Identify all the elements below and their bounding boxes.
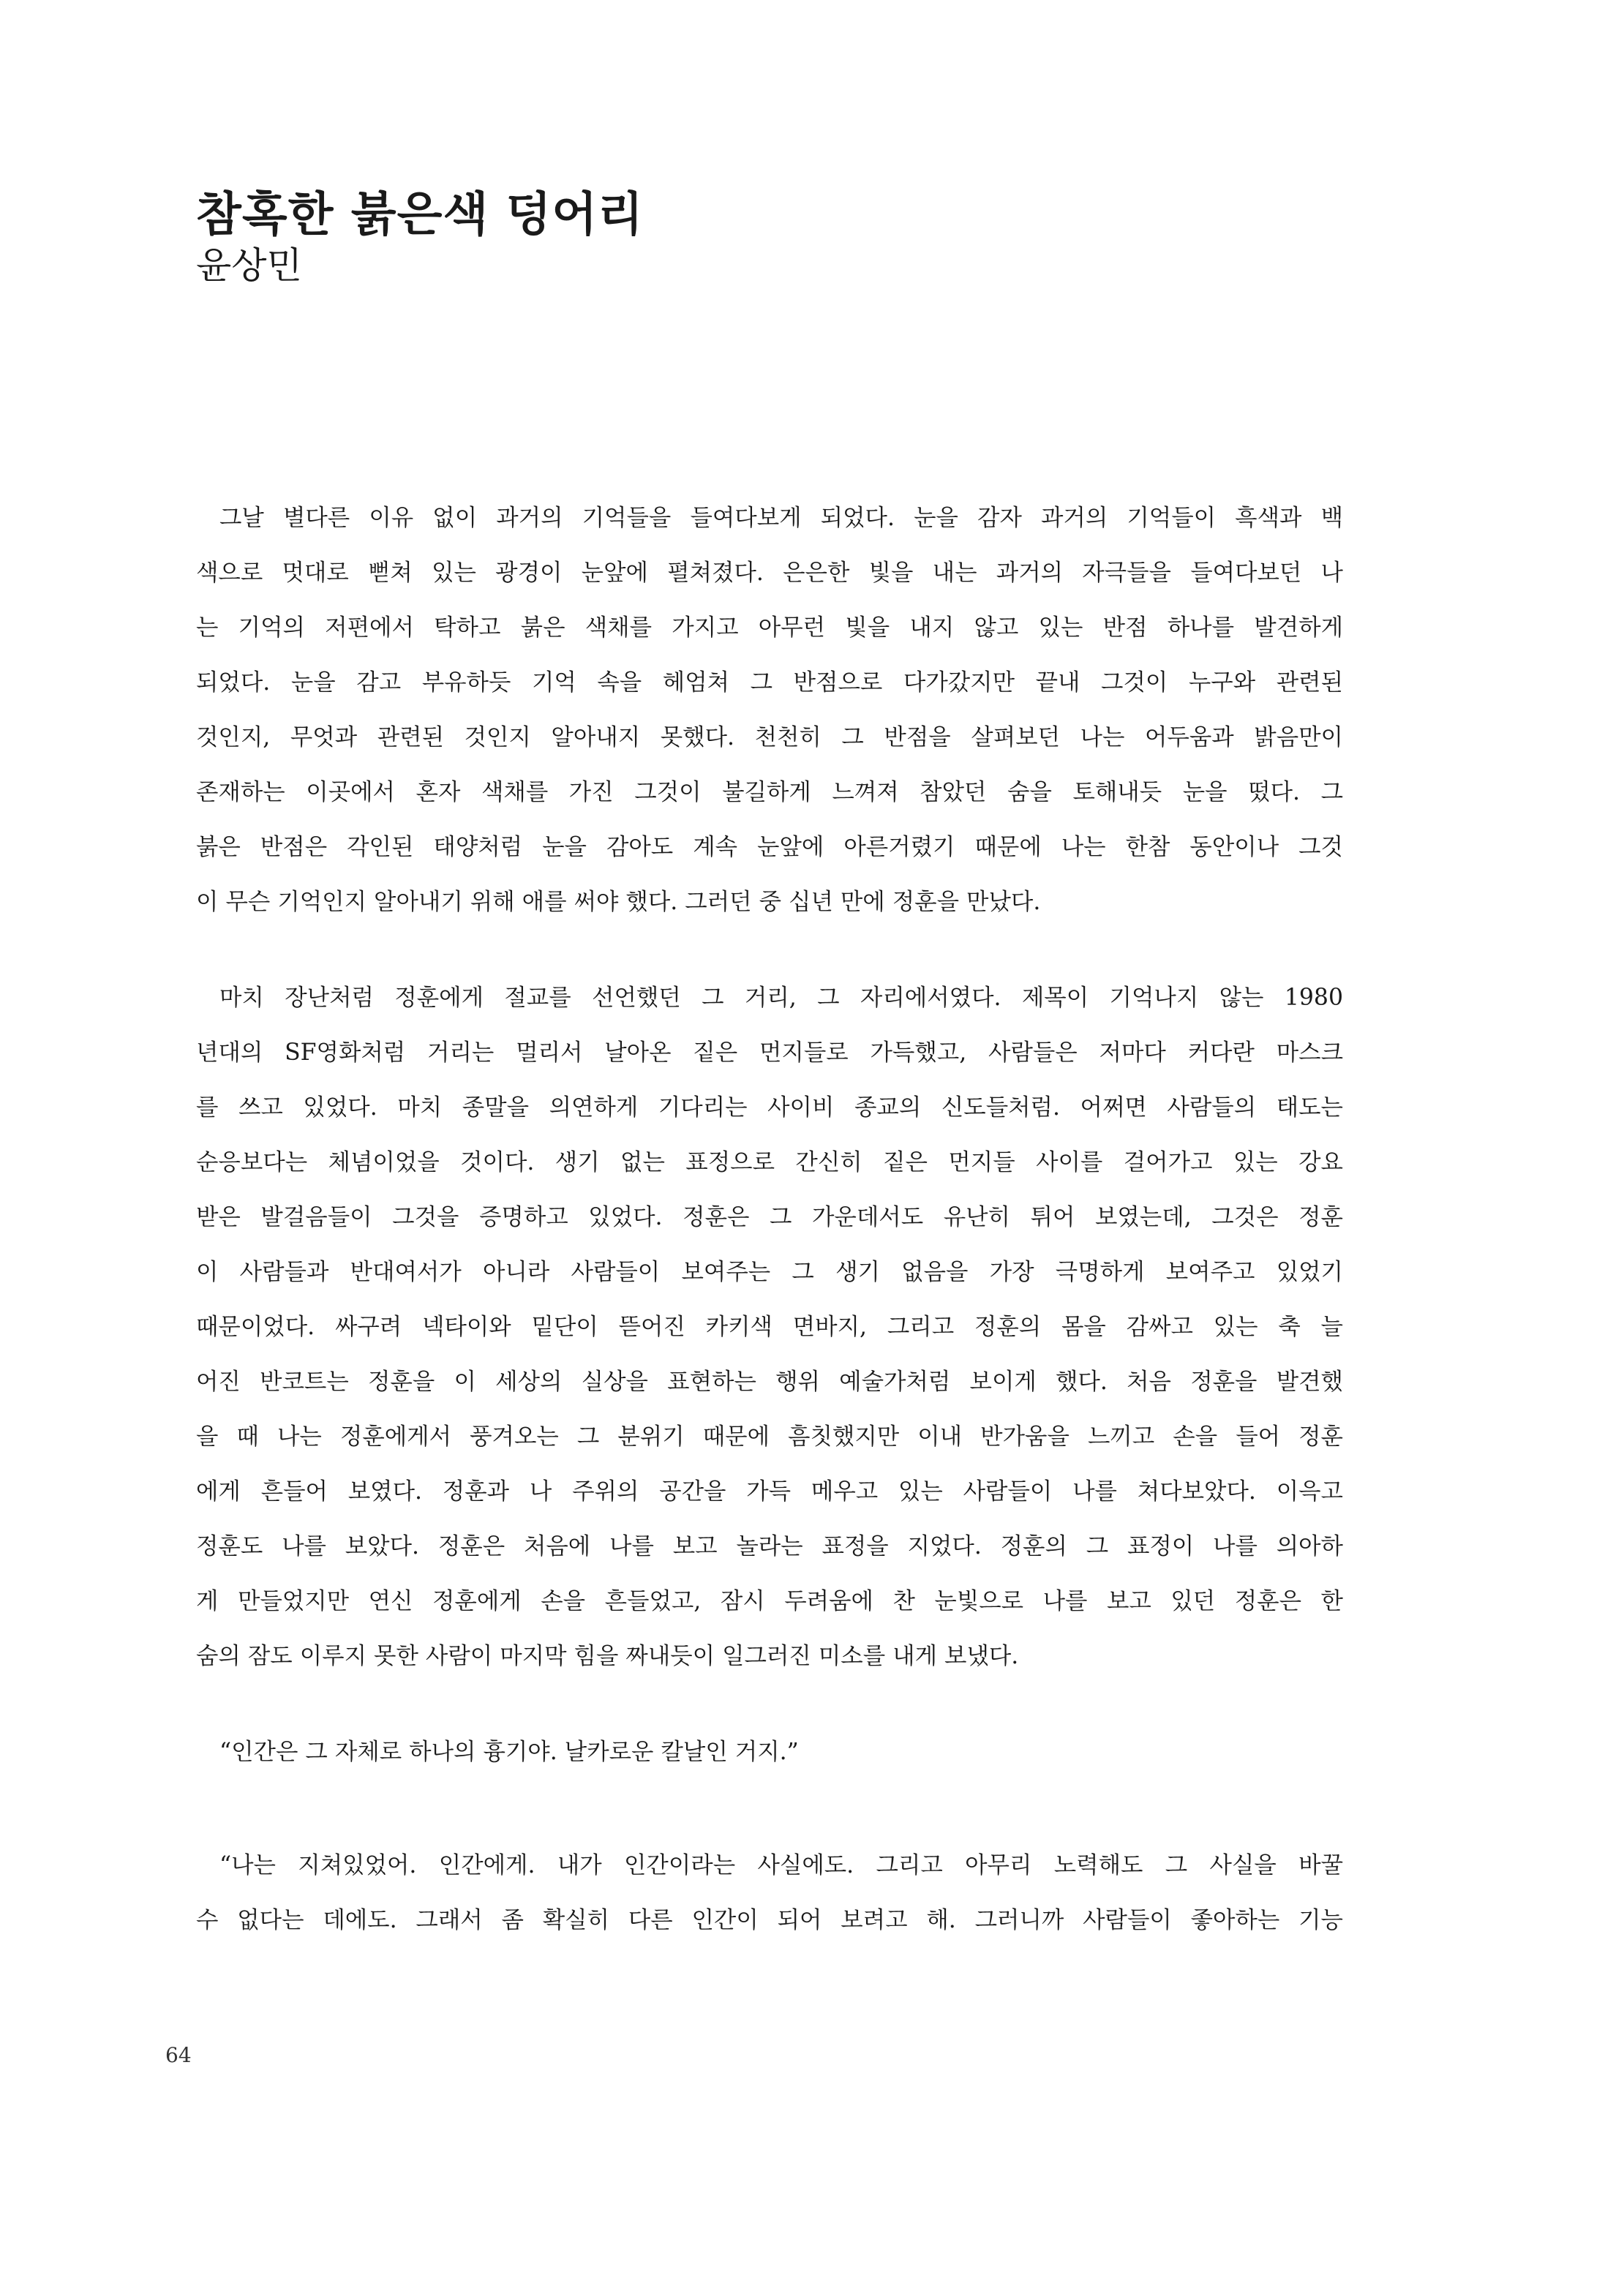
paragraph-2-line-9: 을 때 나는 정훈에게서 풍겨오는 그 분위기 때문에 흠칫했지만 이내 반가움을 느끼고 손을 들어 정훈: [196, 1423, 1343, 1450]
paragraph-2-line-5: 받은 발걸음들이 그것을 증명하고 있었다. 정훈은 그 가운데서도 유난히 튀어 보였는데, 그것은 정훈: [196, 1204, 1343, 1230]
paragraph-1-line-6: 존재하는 이곳에서 혼자 색채를 가진 그것이 불길하게 느껴져 참았던 숨을 토해내듯 눈을 떴다. 그: [196, 779, 1343, 805]
paragraph-1-line-8: 이 무슨 기억인지 알아내기 위해 애를 써야 했다. 그러던 중 십년 만에 정훈을 만났다.: [196, 889, 1041, 915]
dialogue-1: “인간은 그 자체로 하나의 흉기야. 날카로운 칼날인 거지.”: [219, 1739, 799, 1765]
page-number: 64: [165, 2043, 192, 2067]
paragraph-1-line-3: 는 기억의 저편에서 탁하고 붉은 색채를 가지고 아무런 빛을 내지 않고 있는 반점 하나를 발견하게: [196, 614, 1343, 641]
paragraph-1-line-1: 그날 별다른 이유 없이 과거의 기억들을 들여다보게 되었다. 눈을 감자 과거의 기억들이 흑색과 백: [219, 505, 1343, 531]
paragraph-2-line-6: 이 사람들과 반대여서가 아니라 사람들이 보여주는 그 생기 없음을 가장 극명하게 보여주고 있었기: [196, 1259, 1343, 1285]
paragraph-1-line-2: 색으로 멋대로 뻗쳐 있는 광경이 눈앞에 펼쳐졌다. 은은한 빛을 내는 과거의 자극들을 들여다보던 나: [196, 560, 1343, 586]
paragraph-2-line-8: 어진 반코트는 정훈을 이 세상의 실상을 표현하는 행위 예술가처럼 보이게 했다. 처음 정훈을 발견했: [196, 1369, 1343, 1395]
paragraph-2-line-10: 에게 흔들어 보였다. 정훈과 나 주위의 공간을 가득 메우고 있는 사람들이 나를 쳐다보았다. 이윽고: [196, 1478, 1343, 1505]
paragraph-2-line-1: 마치 장난처럼 정훈에게 절교를 선언했던 그 거리, 그 자리에서였다. 제목이 기억나지 않는 1980: [219, 985, 1343, 1011]
paragraph-2-line-12: 게 만들었지만 연신 정훈에게 손을 흔들었고, 잠시 두려움에 찬 눈빛으로 나를 보고 있던 정훈은 한: [196, 1588, 1343, 1614]
paragraph-2-line-7: 때문이었다. 싸구려 넥타이와 밑단이 뜯어진 카키색 면바지, 그리고 정훈의 몸을 감싸고 있는 축 늘: [196, 1314, 1343, 1340]
author-name: 윤상민: [196, 244, 302, 287]
paragraph-1-line-5: 것인지, 무엇과 관련된 것인지 알아내지 못했다. 천천히 그 반점을 살펴보던 나는 어두움과 밝음만이: [196, 724, 1343, 751]
dialogue-2-line-2: 수 없다는 데에도. 그래서 좀 확실히 다른 인간이 되어 보려고 해. 그러니까 사람들이 좋아하는 기능: [196, 1907, 1343, 1933]
paragraph-2-line-3: 를 쓰고 있었다. 마치 종말을 의연하게 기다리는 사이비 종교의 신도들처럼. 어쩌면 사람들의 태도는: [196, 1094, 1343, 1121]
paragraph-1-line-4: 되었다. 눈을 감고 부유하듯 기억 속을 헤엄쳐 그 반점으로 다가갔지만 끝내 그것이 누구와 관련된: [196, 669, 1343, 696]
paragraph-1-line-7: 붉은 반점은 각인된 태양처럼 눈을 감아도 계속 눈앞에 아른거렸기 때문에 나는 한참 동안이나 그것: [196, 834, 1343, 860]
dialogue-2-line-1: “나는 지쳐있었어. 인간에게. 내가 인간이라는 사실에도. 그리고 아무리 노력해도 그 사실을 바꿀: [219, 1852, 1343, 1878]
paragraph-2-line-4: 순응보다는 체념이었을 것이다. 생기 없는 표정으로 간신히 짙은 먼지들 사이를 걸어가고 있는 강요: [196, 1149, 1343, 1176]
paragraph-2-line-11: 정훈도 나를 보았다. 정훈은 처음에 나를 보고 놀라는 표정을 지었다. 정훈의 그 표정이 나를 의아하: [196, 1533, 1343, 1560]
paragraph-2-line-13: 숨의 잠도 이루지 못한 사람이 마지막 힘을 짜내듯이 일그러진 미소를 내게 보냈다.: [196, 1643, 1019, 1669]
article-title: 참혹한 붉은색 덩어리: [196, 188, 644, 242]
paragraph-2-line-2: 년대의 SF영화처럼 거리는 멀리서 날아온 짙은 먼지들로 가득했고, 사람들은 저마다 커다란 마스크: [196, 1039, 1343, 1066]
